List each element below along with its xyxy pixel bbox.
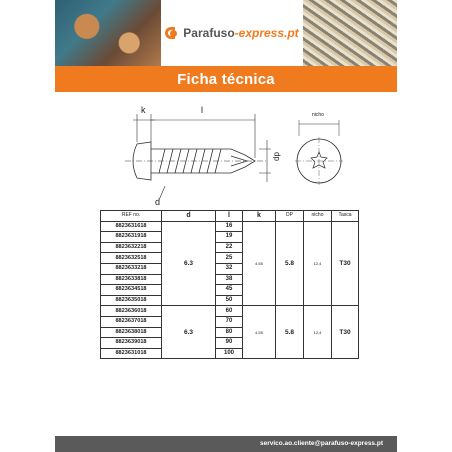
footer-contact-bar [55,436,397,452]
ref-cell: 8823637018 [101,316,162,327]
nicho-cell-group1: 12,4 [304,221,332,306]
dimension-d-label: d [155,197,161,207]
k-cell-group1: 4,55 [243,221,276,306]
k-cell-group2: 4,55 [243,306,276,359]
screw-head-end-view [295,120,343,185]
brand-logo[interactable] [161,0,303,66]
header-ref: REF no. [101,211,162,222]
length-cell: 16 [216,221,243,232]
ref-cell: 8823638018 [101,327,162,338]
header-photo-tools [55,0,161,66]
length-cell: 45 [216,285,243,296]
ref-cell: 8823631018 [101,348,162,359]
nicho-label: nicho [312,112,324,118]
ref-cell: 8823631618 [101,221,162,232]
length-cell: 25 [216,253,243,264]
length-cell: 70 [216,316,243,327]
header-dp: DP [276,211,304,222]
length-cell: 38 [216,274,243,285]
length-cell: 100 [216,348,243,359]
ref-cell: 8823633818 [101,274,162,285]
tasca-cell-group1: T30 [332,221,359,306]
brand-logo-icon [165,25,179,41]
screw-technical-drawing [55,100,397,210]
length-cell: 22 [216,242,243,253]
d-cell-group2: 6.3 [162,306,216,359]
dimension-lines [133,114,271,200]
ref-cell: 8823632218 [101,242,162,253]
ref-cell: 8823636018 [101,306,162,317]
length-cell: 80 [216,327,243,338]
ref-cell: 8823634518 [101,285,162,296]
specification-table [100,210,359,359]
screw-side-view [125,142,267,180]
page-title: Ficha técnica [55,66,397,92]
customer-service-email[interactable]: servico.ao.cliente@parafuso-express.pt [259,440,383,447]
header-k: k [243,211,276,222]
nicho-cell-group2: 12,4 [304,306,332,359]
dp-cell-group2: 5.8 [276,306,304,359]
table-row [101,221,359,232]
length-cell: 50 [216,295,243,306]
d-cell-group1: 6.3 [162,221,216,306]
dimension-dp-label: dp [272,152,281,161]
length-cell: 19 [216,232,243,243]
dimension-l-label: l [201,105,203,115]
table-row [101,306,359,317]
header-l: l [216,211,243,222]
dp-cell-group1: 5.8 [276,221,304,306]
ref-cell: 8823633218 [101,263,162,274]
brand-name: Parafuso-express.pt [183,26,299,40]
length-cell: 90 [216,338,243,349]
length-cell: 32 [216,263,243,274]
table-header-row [101,211,359,222]
spec-sheet-page [55,0,397,452]
ref-cell: 8823632518 [101,253,162,264]
header-photo-screws [303,0,397,66]
ref-cell: 8823631918 [101,232,162,243]
length-cell: 60 [216,306,243,317]
tasca-cell-group2: T30 [332,306,359,359]
ref-cell: 8823639018 [101,338,162,349]
header-nicho: nicho [304,211,332,222]
header-tasca: Tasca [332,211,359,222]
ref-cell: 8823635018 [101,295,162,306]
dimension-k-label: k [141,105,146,115]
header-d: d [162,211,216,222]
